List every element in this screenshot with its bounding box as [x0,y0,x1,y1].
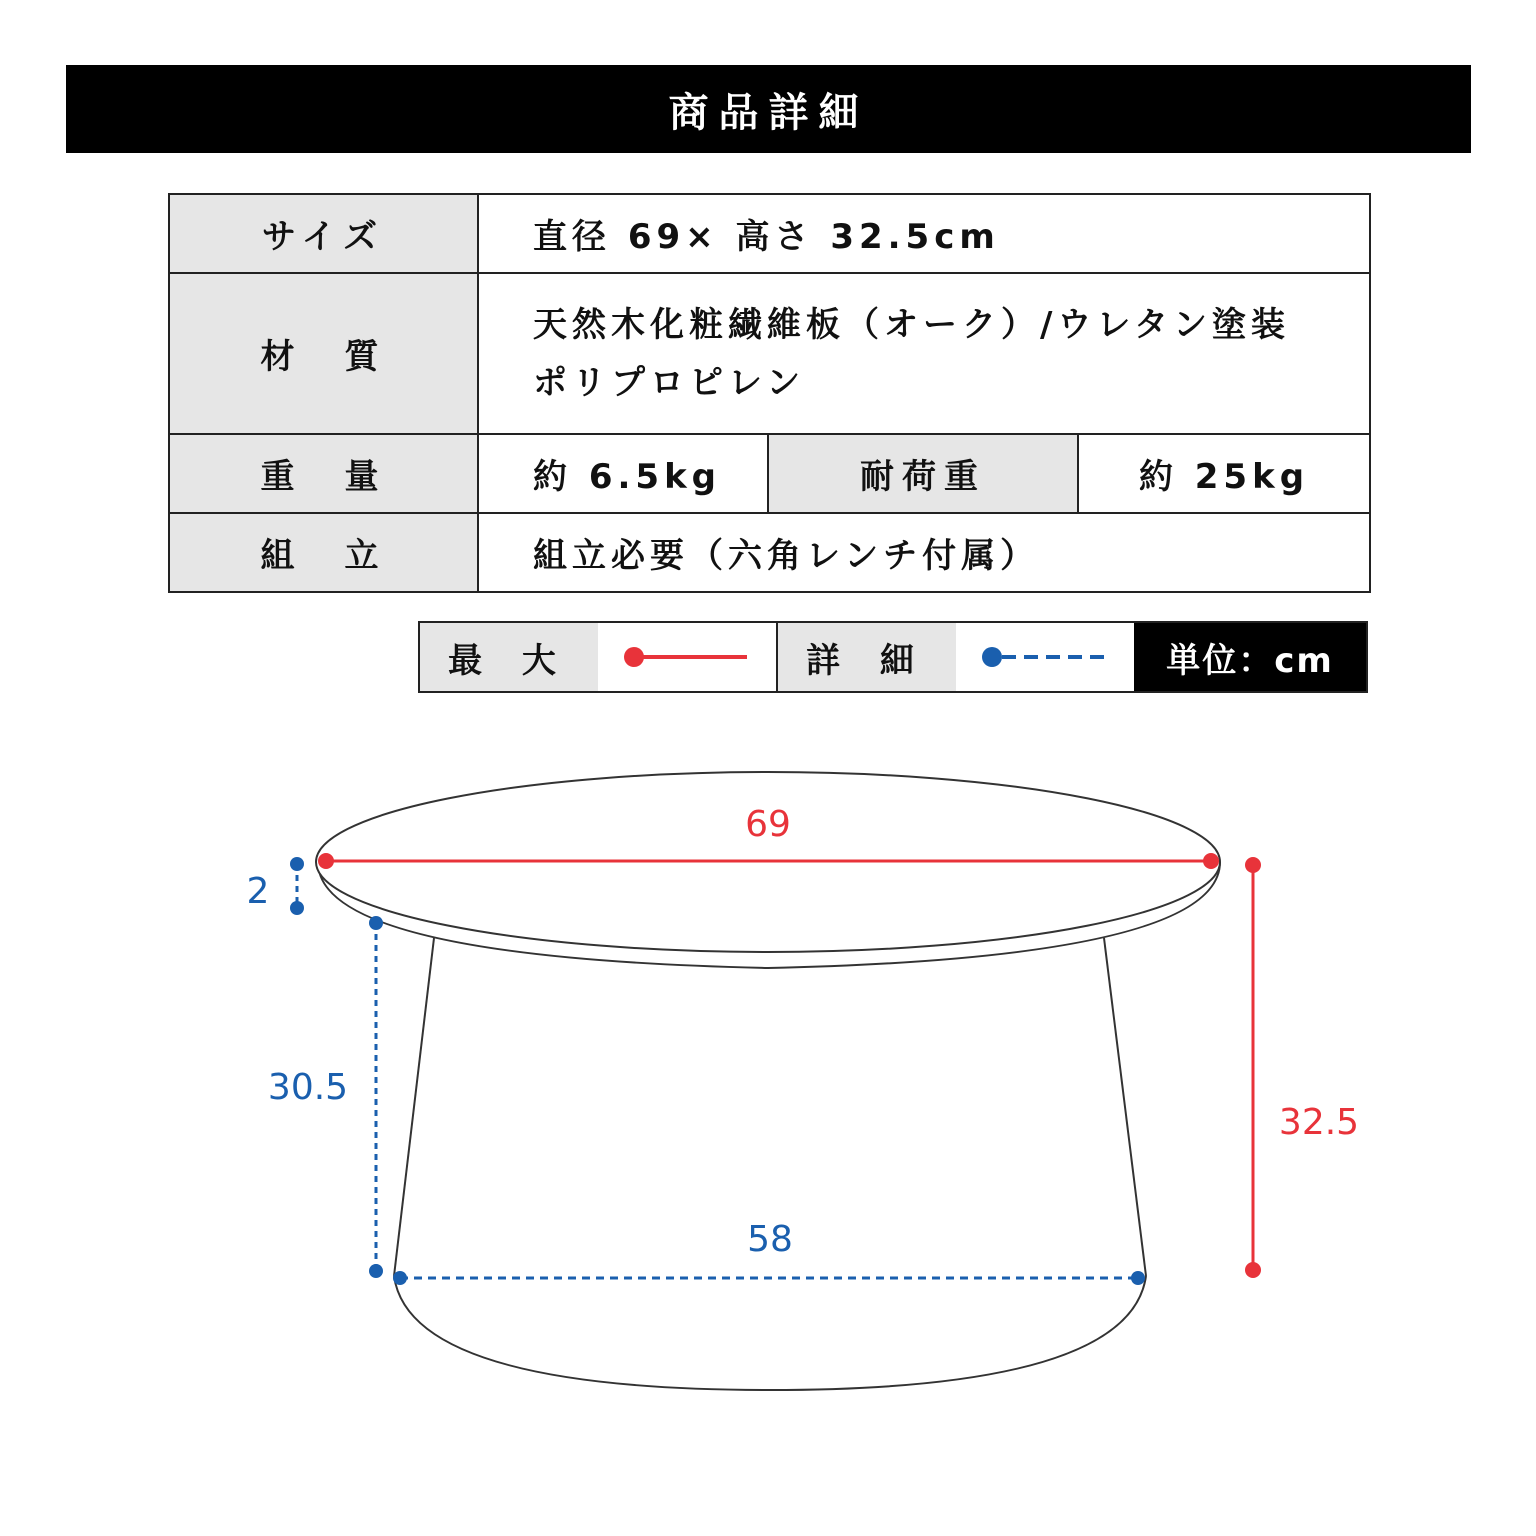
thickness-dot-top [290,857,304,871]
spec-value-assembly: 組立必要（六角レンチ付属） [478,513,1370,592]
leg-height-dot-top [369,916,383,930]
legend-detail-label: 詳 細 [776,623,956,691]
spec-label-size: サイズ [169,194,478,273]
spec-label-assembly: 組 立 [169,513,478,592]
total-height-label: 32.5 [1278,1102,1360,1143]
base-diameter-dot-right [1131,1271,1145,1285]
table-body-right-edge [1104,938,1146,1276]
total-height-dot-top [1245,857,1261,873]
spec-label-weight: 重 量 [169,434,478,513]
leg-height-label: 30.5 [267,1067,349,1108]
leg-height-dot-bottom [369,1264,383,1278]
thickness-dot-bottom [290,901,304,915]
spec-label-material: 材 質 [169,273,478,434]
diameter-dot-right [1203,853,1219,869]
legend-max-label: 最 大 [420,623,598,691]
spec-value-size: 直径 69× 高さ 32.5cm [478,194,1370,273]
total-height-dot-bottom [1245,1262,1261,1278]
legend-unit: 単位：cm [1134,623,1366,691]
header-title: 商品詳細 [66,65,1471,153]
table-base-outline [394,1276,1146,1390]
material-line-2: ポリプロピレン [533,362,806,403]
thickness-label: 2 [246,871,270,912]
spec-value-load: 約 25kg [1078,434,1370,513]
base-diameter-dot-left [393,1271,407,1285]
diameter-dot-left [318,853,334,869]
material-line-1: 天然木化粧繊維板（オーク）/ウレタン塗装 [533,304,1291,345]
spec-value-weight: 約 6.5kg [478,434,768,513]
table-body-left-edge [394,938,434,1276]
diameter-label: 69 [745,804,791,845]
spec-label-load: 耐荷重 [768,434,1078,513]
base-diameter-label: 58 [747,1219,793,1260]
